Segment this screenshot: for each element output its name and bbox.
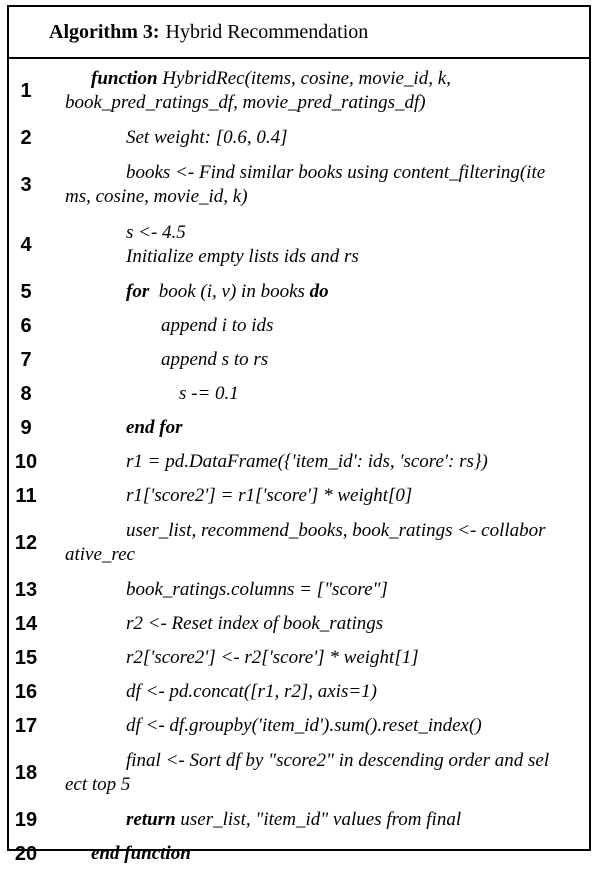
algorithm-header (9, 7, 589, 59)
code-line (126, 450, 583, 474)
code-line (126, 280, 583, 304)
keyword: return (126, 809, 176, 830)
code-text: r1 = pd.DataFrame({'item_id': ids, 'score': rs}) (126, 451, 488, 472)
code-text: HybridRec(items, cosine, movie_id, k, book_pred_ratings_df, movie_pred_ratings_df) (65, 68, 451, 113)
code-line (126, 221, 583, 269)
code-text: final <- Sort df by "score2" in descending order and sel ect top 5 (65, 750, 550, 795)
code-text: df <- pd.concat([r1, r2], axis=1) (126, 681, 377, 702)
code-text: append s to rs (161, 349, 269, 370)
line-number: 4 (20, 233, 32, 256)
algorithm-line (9, 641, 589, 675)
line-number: 12 (14, 531, 38, 554)
line-number: 5 (20, 280, 32, 303)
code-text: book_ratings.columns = ["score"] (126, 579, 388, 600)
algorithm-box (7, 5, 591, 865)
code-text: df <- df.groupby('item_id').sum().reset_index() (126, 715, 482, 736)
algorithm-body (9, 59, 589, 865)
code-line (126, 680, 583, 704)
line-number: 20 (14, 842, 38, 865)
code-line (65, 749, 583, 797)
code-line (126, 416, 583, 440)
algorithm-title: Hybrid Recommendation (165, 20, 369, 43)
code-line (161, 314, 583, 338)
algorithm-line (9, 837, 589, 871)
line-number: 17 (14, 714, 38, 737)
code-text: r2['score2'] <- r2['score'] * weight[1] (126, 647, 419, 668)
code-line (126, 484, 583, 508)
code-line (179, 382, 583, 406)
keyword: function (91, 68, 158, 89)
algorithm-line (9, 607, 589, 641)
code-line (65, 67, 583, 115)
keyword: end for (126, 417, 183, 438)
code-line (91, 842, 583, 866)
algorithm-line (9, 61, 589, 121)
algorithm-line (9, 309, 589, 343)
keyword: for (126, 281, 150, 302)
line-number: 2 (20, 126, 32, 149)
code-line (126, 646, 583, 670)
algorithm-line (9, 479, 589, 513)
line-number: 3 (20, 173, 32, 196)
line-number: 11 (15, 484, 37, 507)
code-text: r1['score2'] = r1['score'] * weight[0] (126, 485, 413, 506)
code-text: s -= 0.1 (179, 383, 239, 404)
code-line (126, 126, 583, 150)
algorithm-line (9, 343, 589, 377)
code-text: append i to ids (161, 315, 274, 336)
line-number: 18 (14, 761, 38, 784)
code-line (126, 714, 583, 738)
algorithm-line (9, 513, 589, 573)
code-line (65, 161, 583, 209)
code-text: books <- Find similar books using content_filtering(ite ms, cosine, movie_id, k) (65, 162, 546, 207)
line-number: 16 (14, 680, 38, 703)
algorithm-line (9, 803, 589, 837)
line-number: 6 (20, 314, 32, 337)
algorithm-line (9, 675, 589, 709)
algorithm-line (9, 121, 589, 155)
algorithm-line (9, 743, 589, 803)
code-text: user_list, "item_id" values from final (175, 809, 462, 830)
algorithm-line (9, 573, 589, 607)
algorithm-line (9, 215, 589, 275)
keyword: end function (91, 843, 191, 864)
line-number: 19 (14, 808, 38, 831)
line-number: 15 (14, 646, 38, 669)
algorithm-line (9, 275, 589, 309)
algorithm-line (9, 709, 589, 743)
code-line (126, 578, 583, 602)
code-text: s <- 4.5 Initialize empty lists ids and rs (126, 222, 359, 267)
algorithm-line (9, 445, 589, 479)
line-number: 14 (14, 612, 38, 635)
algorithm-line (9, 411, 589, 445)
line-number: 7 (20, 348, 32, 371)
code-line (161, 348, 583, 372)
line-number: 1 (20, 79, 32, 102)
line-number: 10 (14, 450, 38, 473)
line-number: 9 (20, 416, 32, 439)
keyword: do (309, 281, 329, 302)
algorithm-line (9, 377, 589, 411)
algorithm-line (9, 155, 589, 215)
code-text: r2 <- Reset index of book_ratings (126, 613, 384, 634)
code-text: Set weight: [0.6, 0.4] (126, 127, 288, 148)
code-text: book (i, v) in books (149, 281, 310, 302)
code-line (65, 519, 583, 567)
line-number: 13 (14, 578, 38, 601)
code-line (126, 808, 583, 832)
line-number: 8 (20, 382, 32, 405)
algorithm-label: Algorithm 3: (49, 20, 160, 43)
code-text: user_list, recommend_books, book_ratings <- collabor ative_rec (65, 520, 546, 565)
code-line (126, 612, 583, 636)
